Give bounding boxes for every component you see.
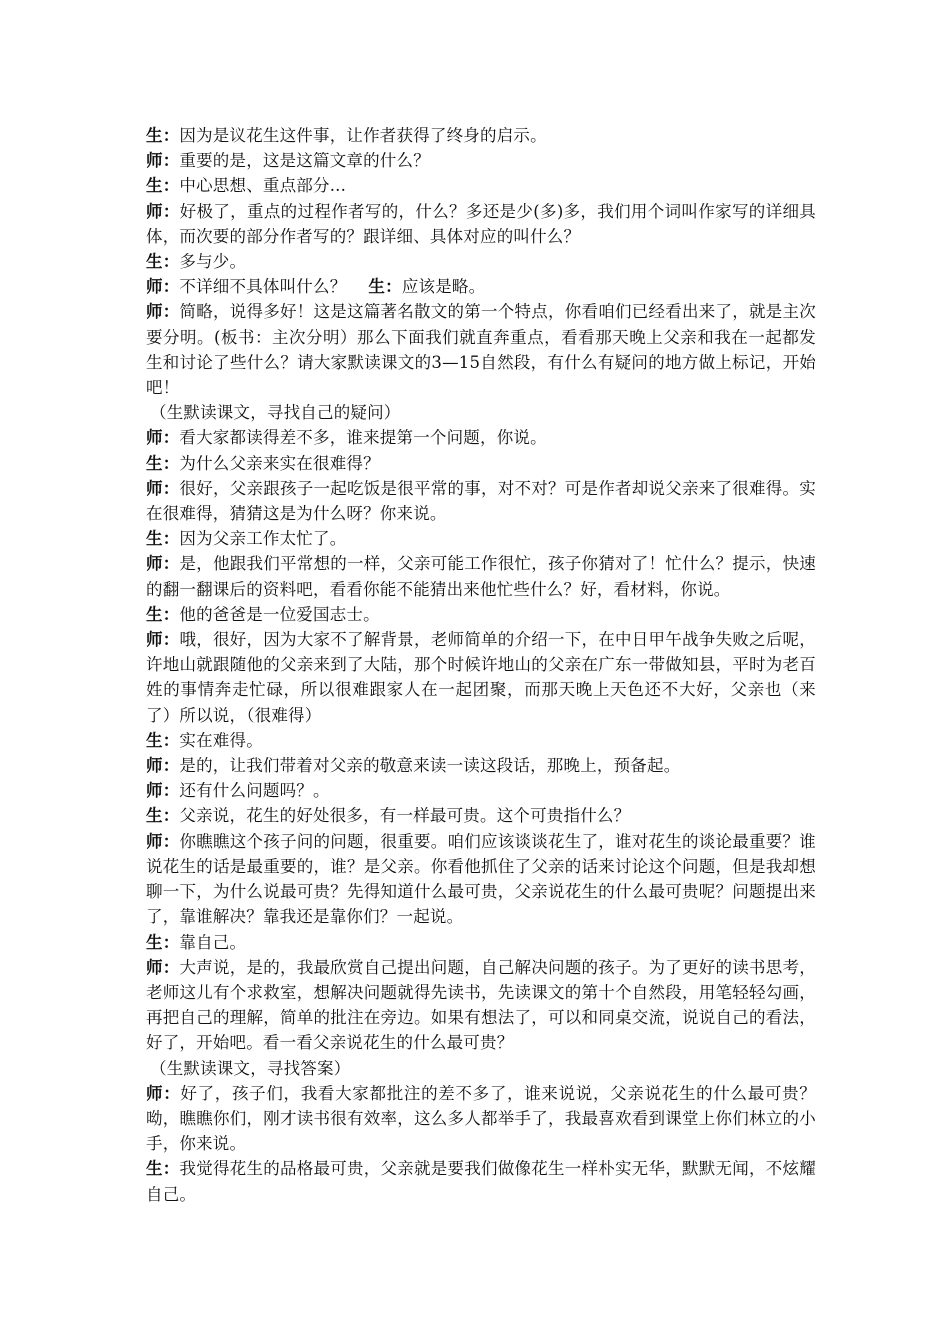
speaker-label: 师： bbox=[146, 957, 180, 977]
line-text: 因为父亲工作太忙了。 bbox=[179, 529, 347, 549]
line-text: 他的爸爸是一位爱国志士。 bbox=[179, 604, 380, 624]
speaker-label: 师： bbox=[146, 151, 180, 171]
speaker-label: 生： bbox=[368, 277, 402, 297]
line-text: 应该是略。 bbox=[401, 277, 486, 297]
dialogue-line bbox=[146, 451, 816, 476]
dialogue-line bbox=[146, 602, 816, 627]
dialogue-line bbox=[146, 249, 816, 274]
line-text: 父亲说，花生的好处很多，有一样最可贵。这个可贵指什么？ bbox=[179, 806, 631, 826]
speaker-label: 师： bbox=[146, 428, 180, 448]
speaker-label: 生： bbox=[146, 529, 180, 549]
line-text: 你瞧瞧这个孩子问的问题，很重要。咱们应该谈谈花生了，谁对花生的谈论最重要？谁说花生的话是最重要的，谁？是父亲。你看他抓住了父亲的话来讨论这个问题，但是我却想聊一下，为什么说最可贵？先得知道什么最可贵，父亲说花生的什么最可贵呢？问题提出来了，靠谁解决？靠我还是靠你们？一起说。 bbox=[146, 831, 816, 927]
speaker-label: 师： bbox=[146, 831, 180, 851]
speaker-label: 师： bbox=[146, 554, 180, 574]
dialogue-line bbox=[146, 274, 816, 299]
line-text: 实在难得。 bbox=[179, 730, 263, 750]
speaker-label: 生： bbox=[146, 1159, 180, 1179]
dialogue-line bbox=[146, 627, 816, 728]
speaker-label: 师： bbox=[146, 630, 180, 650]
stage-direction bbox=[146, 400, 816, 425]
line-text: 好了，孩子们，我看大家都批注的差不多了，谁来说说，父亲说花生的什么最可贵？呦，瞧瞧你们，刚才读书很有效率，这么多人都举手了，我最喜欢看到课堂上你们林立的小手，你来说。 bbox=[146, 1083, 816, 1154]
speaker-label: 师： bbox=[146, 756, 180, 776]
dialogue-line bbox=[146, 425, 816, 450]
dialogue-line bbox=[146, 753, 816, 778]
dialogue-line bbox=[146, 123, 816, 148]
speaker-label: 师： bbox=[146, 781, 180, 801]
speaker-label: 生： bbox=[146, 730, 180, 750]
dialogue-line bbox=[146, 199, 816, 249]
line-text: 看大家都读得差不多，谁来提第一个问题，你说。 bbox=[179, 428, 547, 448]
dialogue-line bbox=[146, 551, 816, 601]
dialogue-line bbox=[146, 476, 816, 526]
speaker-label: 生： bbox=[146, 252, 180, 272]
speaker-label: 师： bbox=[146, 277, 180, 297]
line-text: 为什么父亲来实在很难得？ bbox=[179, 453, 380, 473]
dialogue-line bbox=[146, 526, 816, 551]
line-text: （生默读课文，寻找答案） bbox=[150, 1058, 351, 1078]
speaker-label: 生： bbox=[146, 453, 180, 473]
line-text: 靠自己。 bbox=[179, 932, 247, 952]
speaker-label: 生： bbox=[146, 604, 180, 624]
dialogue-line bbox=[146, 173, 816, 198]
line-text: （生默读课文，寻找自己的疑问） bbox=[150, 403, 401, 423]
speaker-label: 生： bbox=[146, 126, 180, 145]
stage-direction bbox=[146, 1056, 816, 1081]
dialogue-line bbox=[146, 148, 816, 173]
dialogue-line bbox=[146, 778, 816, 803]
speaker-label: 师： bbox=[146, 478, 180, 498]
line-text: 是，他跟我们平常想的一样，父亲可能工作很忙，孩子你猜对了！忙什么？提示，快速的翻一翻课后的资料吧，看看你能不能猜出来他忙些什么？好，看材料，你说。 bbox=[146, 554, 816, 599]
document-page bbox=[146, 123, 816, 1207]
dialogue-line bbox=[146, 728, 816, 753]
line-text: 多与少。 bbox=[179, 252, 247, 272]
dialogue-line bbox=[146, 955, 816, 1056]
line-text: 好极了，重点的过程作者写的，什么？多还是少(多)多，我们用个词叫作家写的详细具体，而次要的部分作者写的？跟详细、具体对应的叫什么？ bbox=[146, 201, 816, 246]
line-text: 重要的是，这是这篇文章的什么？ bbox=[179, 151, 430, 171]
dialogue-line bbox=[146, 1081, 816, 1157]
speaker-label: 师： bbox=[146, 1083, 181, 1103]
dialogue-line bbox=[146, 803, 816, 828]
line-text: 不详细不具体叫什么？ bbox=[179, 277, 347, 297]
speaker-label: 生： bbox=[146, 176, 180, 196]
speaker-label: 师： bbox=[146, 201, 180, 221]
line-text: 因为是议花生这件事，让作者获得了终身的启示。 bbox=[179, 126, 547, 145]
line-text: 还有什么问题吗？。 bbox=[179, 781, 330, 801]
line-text: 哦，很好，因为大家不了解背景，老师简单的介绍一下，在中日甲午战争失败之后呢，许地山就跟随他的父亲来到了大陆，那个时候许地山的父亲在广东一带做知县，平时为老百姓的事情奔走忙碌，所以很难跟家人在一起团聚，而那天晚上天色还不大好，父亲也（来了）所以说，（很难得） bbox=[146, 630, 816, 725]
line-text: 中心思想、重点部分... bbox=[179, 176, 347, 196]
line-text: 简略，说得多好！这是这篇著名散文的第一个特点，你看咱们已经看出来了，就是主次要分明。(板书：主次分明）那么下面我们就直奔重点，看看那天晚上父亲和我在一起都发生和讨论了些什么？请大家默读课文的3—15自然段，有什么有疑问的地方做上标记，开始吧！ bbox=[146, 302, 816, 398]
line-text: 是的，让我们带着对父亲的敬意来读一读这段话，那晚上，预备起。 bbox=[179, 756, 681, 776]
line-text: 很好，父亲跟孩子一起吃饭是很平常的事，对不对？可是作者却说父亲来了很难得。实在很难得，猜猜这是为什么呀？你来说。 bbox=[146, 478, 816, 524]
line-text: 大声说，是的，我最欣赏自己提出问题，自己解决问题的孩子。为了更好的读书思考，老师这儿有个求救室，想解决问题就得先读书，先读课文的第十个自然段，用笔轻轻勾画，再把自己的理解，简单的批注在旁边。如果有想法了，可以和同桌交流，说说自己的看法，好了，开始吧。看一看父亲说花生的什么最可贵？ bbox=[146, 957, 816, 1053]
speaker-label: 生： bbox=[146, 932, 180, 952]
dialogue-line bbox=[146, 930, 816, 955]
dialogue-line bbox=[146, 1156, 816, 1206]
speaker-label: 师： bbox=[146, 302, 180, 322]
speaker-label: 生： bbox=[146, 806, 180, 826]
dialogue-line bbox=[146, 299, 816, 400]
dialogue-line bbox=[146, 829, 816, 930]
line-text: 我觉得花生的品格最可贵，父亲就是要我们做像花生一样朴实无华，默默无闻，不炫耀自己。 bbox=[146, 1159, 816, 1204]
